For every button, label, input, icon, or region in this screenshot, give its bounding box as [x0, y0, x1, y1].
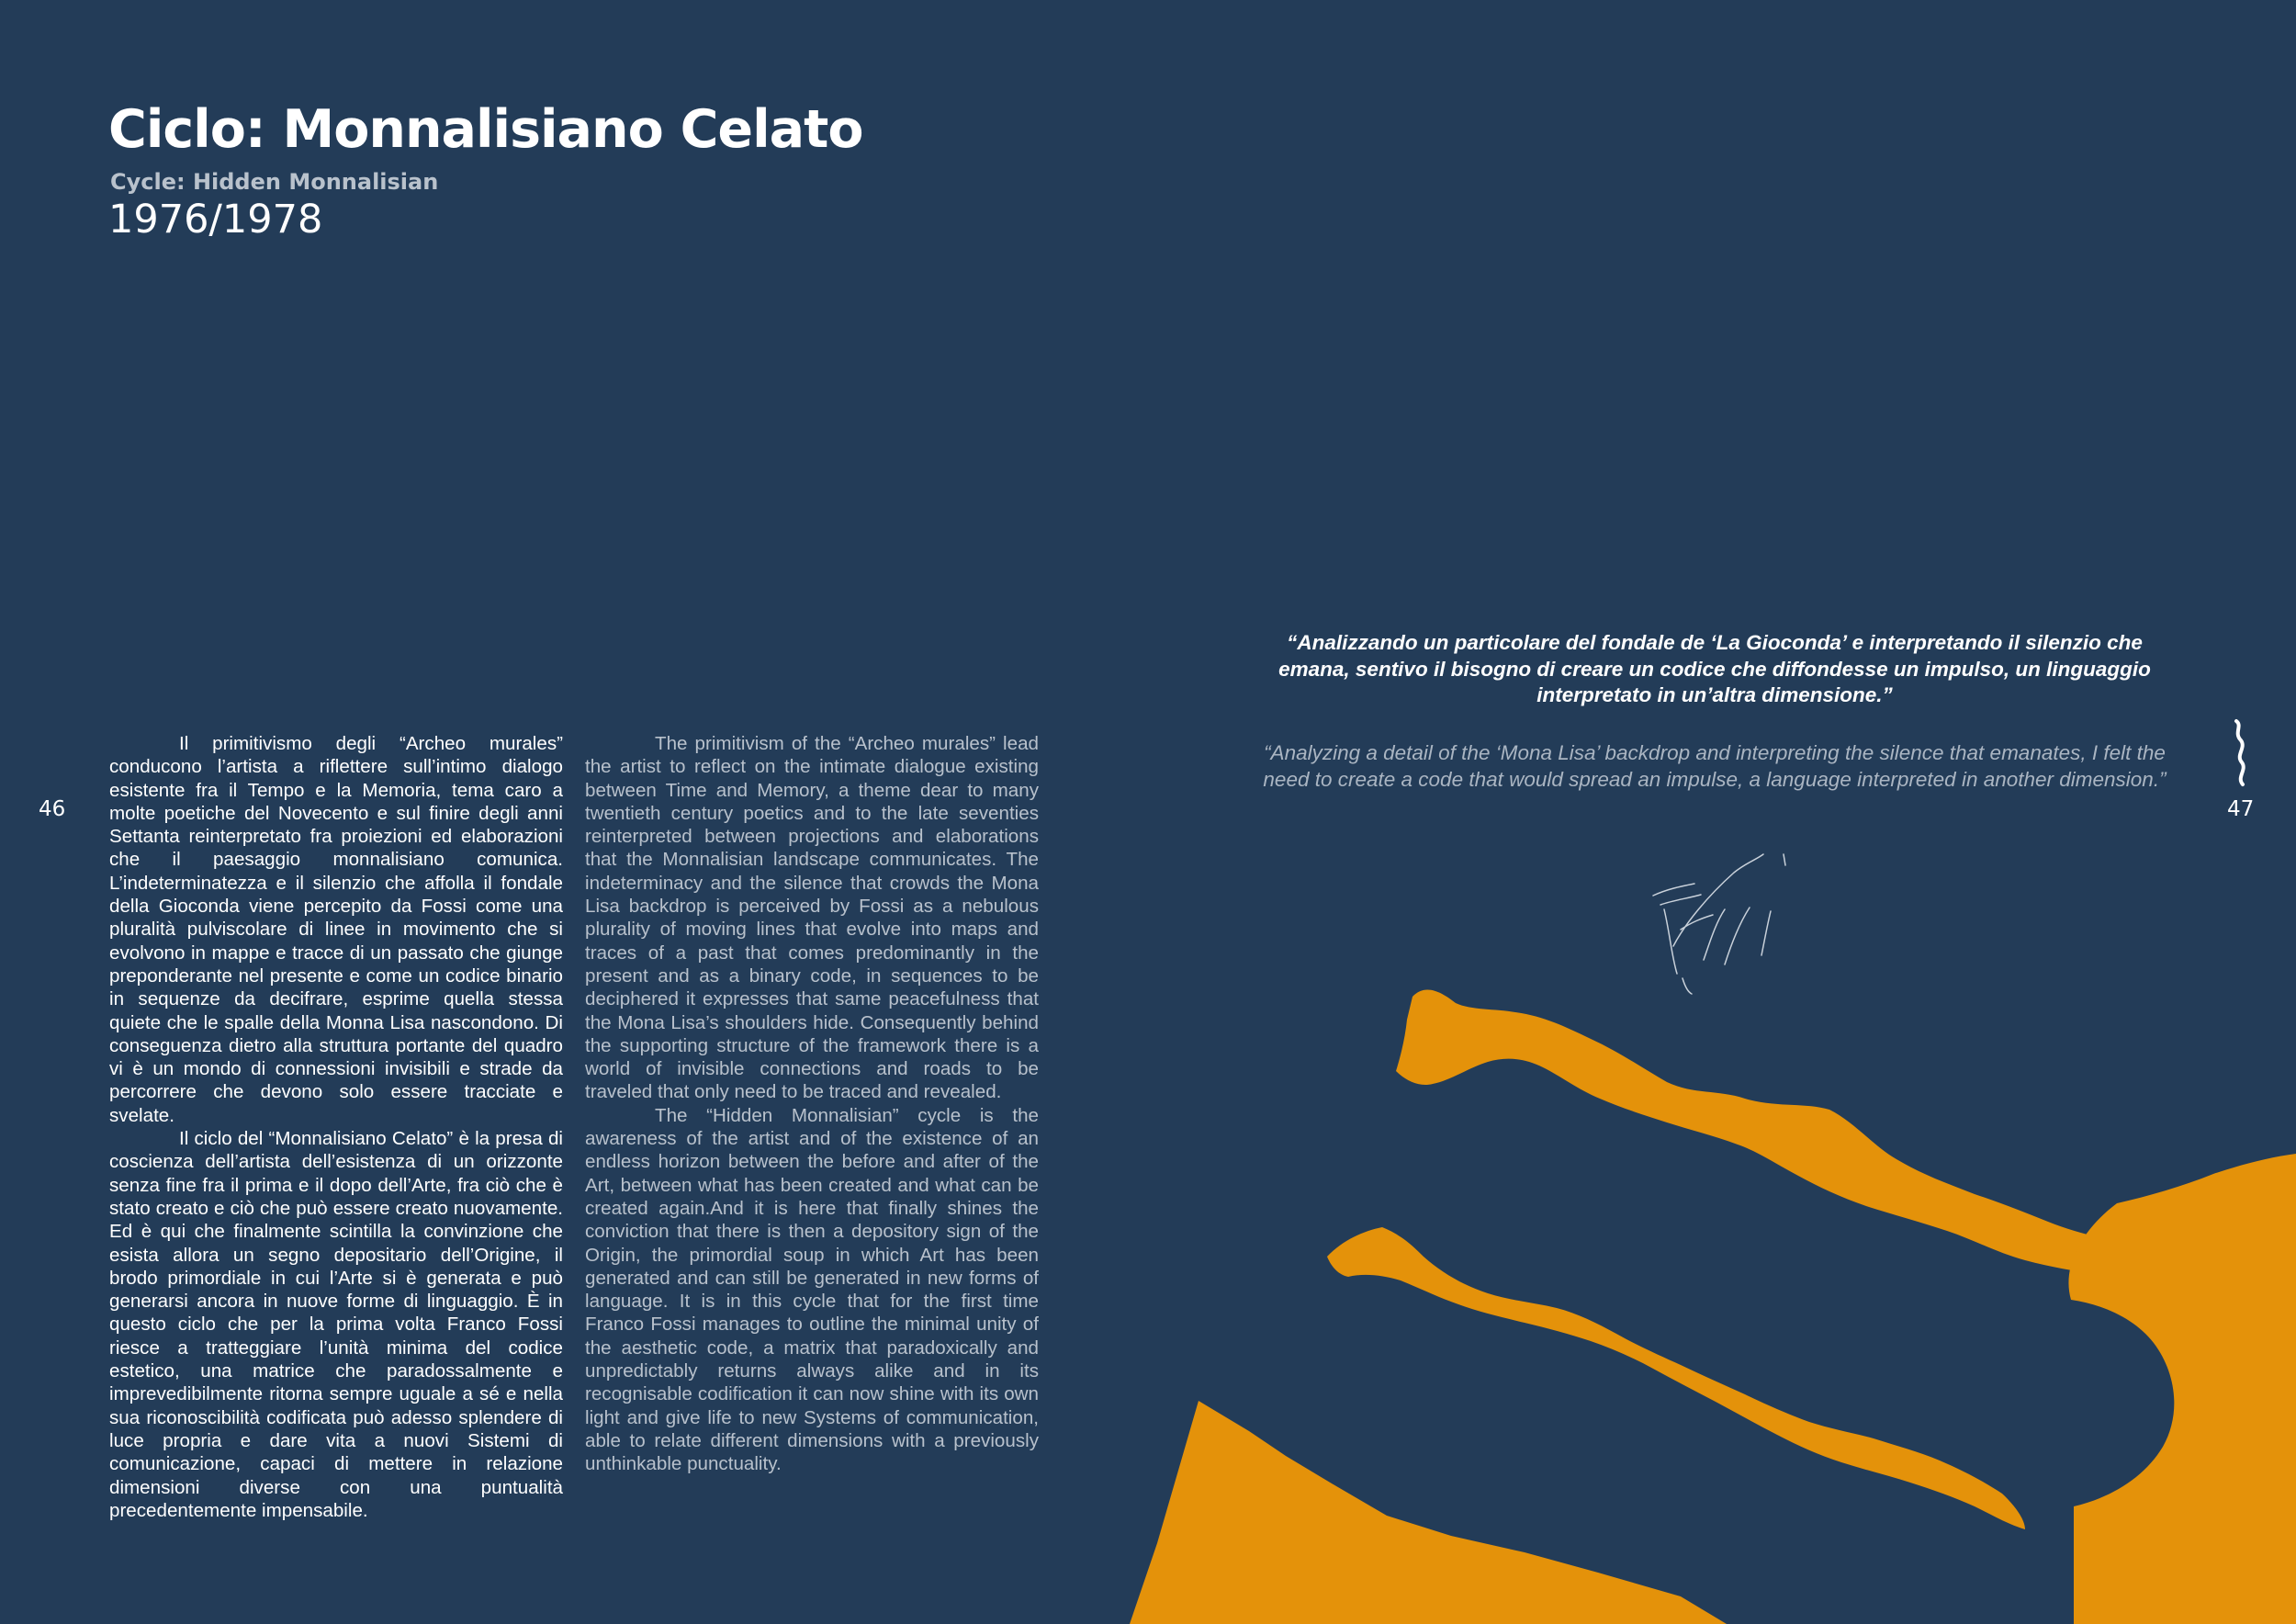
page-number-left: 46 — [39, 797, 66, 821]
artist-quote-en: “Analyzing a detail of the ‘Mona Lisa’ backdrop and interpreting the silence that emanates, I felt the need to create a code that would spread an impulse, a language interpreted in another dimension.” — [1263, 741, 2167, 791]
paragraph-en-1: The primitivism of the “Archeo murales” lead the artist to reflect on the intimate dialogue existing between Time and Memory, a theme dear to many twentieth century poetics and to the late seventies reinterpreted between projections and elaborations that the Monnalisian landscape communicates. The indeterminacy and the silence that crowds the Mona Lisa backdrop is perceived by Fossi as a nebulous plurality of moving lines that evolve into maps and traces of a past that comes predominantly in the present and as a binary code, in sequences to be deciphered it expresses that same peacefulness that the Mona Lisa’s shoulders hide. Consequently behind the supporting structure of the framework there is a world of invisible connections and roads to be traveled that only need to be traced and revealed. — [585, 733, 1039, 1103]
page-subtitle: Cycle: Hidden Monnalisian — [110, 169, 439, 195]
italic-text-column-it — [109, 732, 563, 1522]
text-column-en — [585, 732, 1039, 1476]
cycle-years: 1976/1978 — [108, 197, 323, 242]
white-scribble-mark — [2236, 721, 2244, 784]
orange-curved-shape-right — [2068, 1154, 2296, 1624]
orange-ramp-bottom — [1130, 1401, 1727, 1624]
paragraph-it-1: Il primitivismo degli “Archeo murales” conducono l’artista a riflettere sull’intimo dialogo esistente fra il Tempo e la Memoria, tema caro a molte poetiche del Novecento e sul finire degli anni Settanta reinterpretato fra proiezioni ed elaborazioni che il paesaggio monnalisiano comunica. L’indeterminatezza e il silenzio che affolla il fondale della Gioconda viene percepito da Fossi come una pluralità pulviscolare di linee in movimento che si evolvono in mappe e tracce di un passato che giunge preponderante nel presente e come un codice binario in sequenze da decifrare, esprime quella stessa quiete che le spalle della Monna Lisa nascondono. Di conseguenza dietro alla struttura portante del quadro vi è un mondo di connessioni invisibili e strade da percorrere che devono solo essere tracciate e svelate. — [109, 733, 563, 1126]
page-number-right: 47 — [2227, 797, 2255, 821]
artist-quote-it: “Analizzando un particolare del fondale de ‘La Gioconda’ e interpretando il silenzio che emana, sentivo il bisogno di creare un codice che diffondesse un impulso, un linguaggio interpretato in un’altra dimensione.” — [1278, 631, 2151, 706]
page-title: Ciclo: Monnalisiano Celato — [108, 99, 863, 160]
orange-stream-upper — [1396, 989, 2248, 1290]
paragraph-en-2: The “Hidden Monnalisian” cycle is the awareness of the artist and of the existence of an endless horizon between the before and after of the Art, between what has been created and what can be created again.And it is here that finally shines the conviction that there is then a depository sign of the Origin, the primordial soup in which Art has been generated and can still be generated in new forms of language. It is in this cycle that for the first time Franco Fossi manages to outline the minimal unity of the aesthetic code, a matrix that paradoxically and unpredictably returns always alike and in its recognisable codification it can now shine with its own light and give life to new Systems of communication, able to relate different dimensions with a previously unthinkable punctuality. — [585, 1104, 1039, 1475]
paragraph-it-2: Il ciclo del “Monnalisiano Celato” è la presa di coscienza dell’artista dell’esistenza di un orizzonte senza fine fra il prima e il dopo dell’Arte, fra ciò che è stato creato e ciò che può essere creato nuovamente. Ed è qui che finalmente scintilla la convinzione che esista allora un segno depositario dell’Origine, il brodo primordiale in cui l’Arte si è generata e può generarsi ancora in nuove forme di linguaggio. È in questo ciclo che per la prima volta Franco Fossi riesce a tratteggiare l’unità minima del codice estetico, una matrice che paradossalmente e imprevedibilmente ritorna sempre uguale a sé e nella sua riconoscibilità codificata può adesso splendere di luce propria e dare vita a nuovi Sistemi di comunicazione, capaci di mettere in relazione dimensioni diverse con una puntualità precedentemente impensabile. — [109, 1128, 563, 1521]
artist-signature — [1653, 854, 1785, 994]
orange-stream-lower — [1327, 1227, 2025, 1529]
